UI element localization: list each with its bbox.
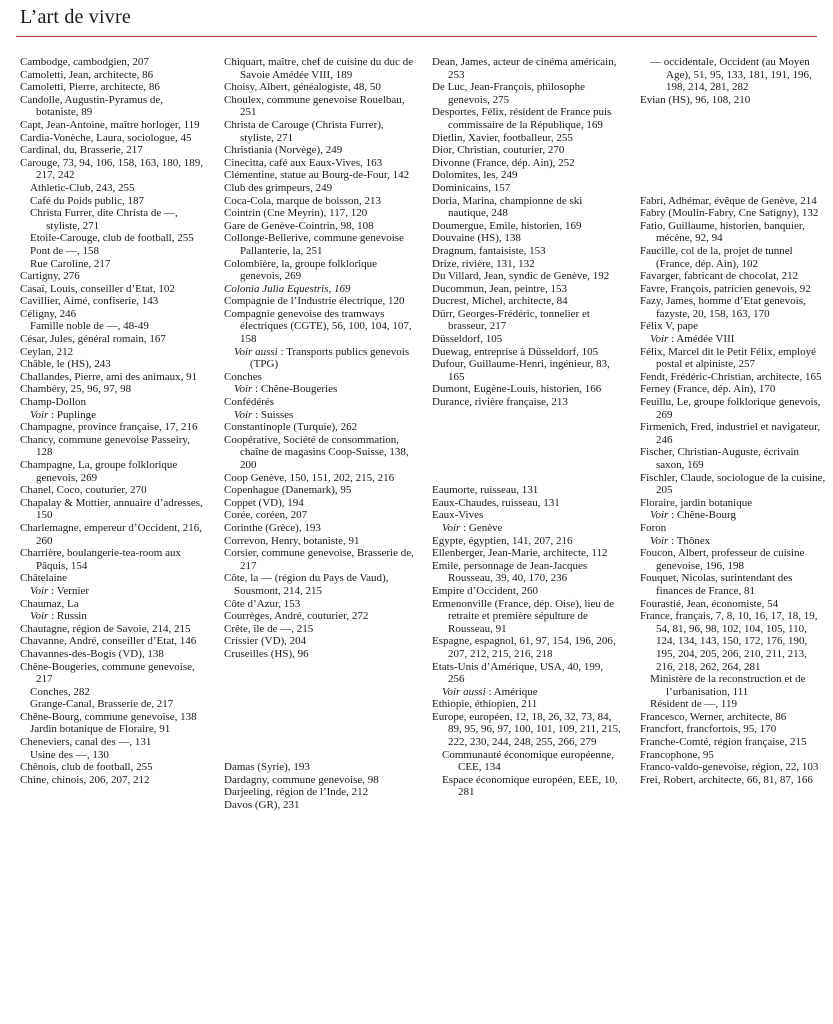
section-gap xyxy=(224,698,414,711)
index-entry: Dean, James, acteur de cinéma américain, 253 xyxy=(432,56,617,81)
index-entry: Copenhague (Danemark), 95 xyxy=(224,484,352,497)
index-entry: Camoletti, Pierre, architecte, 86 xyxy=(20,81,160,94)
index-entry: France, français, 7, 8, 10, 16, 17, 18, 19, 54, 81, 96, 98, 102, 104, 105, 110, 124, 134, 143, 150, 172, 176, 190, 195, 204, 205, 206, 210, 211, 213, 216, 218, 262, 264, 281 xyxy=(640,610,818,673)
index-entry: Frei, Robert, architecte, 66, 81, 87, 166 xyxy=(640,773,813,786)
index-entry: Franche-Comté, région française, 215 xyxy=(640,736,807,749)
index-entry: Chanel, Coco, couturier, 270 xyxy=(20,484,147,497)
section-gap xyxy=(432,446,622,459)
index-entry: Colombière, la, groupe folklorique genevois, 269 xyxy=(224,257,378,283)
index-subentry: Voir aussi : Transports publics genevois (TPG) xyxy=(234,345,410,371)
index-entry: Colonia Julia Equestris, 169 xyxy=(224,282,351,295)
index-entry: Confédérés xyxy=(224,396,275,409)
index-subentry: Etoile-Carouge, club de football, 255 xyxy=(30,232,194,245)
index-entry: Ducrest, Michel, architecte, 84 xyxy=(432,295,568,308)
index-entry: Fazy, James, homme d’Etat genevois, fazyste, 20, 158, 163, 170 xyxy=(640,295,806,320)
index-entry: Clémentine, statue au Bourg-de-Four, 142 xyxy=(224,169,410,182)
section-gap xyxy=(640,144,828,157)
index-column-1 xyxy=(20,56,208,786)
index-entry: Gare de Genève-Cointrin, 98, 108 xyxy=(224,219,374,232)
index-entry: Dragnum, fantaisiste, 153 xyxy=(432,244,546,257)
running-header: L’art de vivre xyxy=(20,6,131,28)
index-column-2 xyxy=(224,56,414,812)
index-subentry: Voir : Vernier xyxy=(30,584,90,597)
index-entry: Félix, Marcel dit le Petit Félix, employé postal et alpiniste, 257 xyxy=(640,345,816,371)
index-entry: Emile, personnage de Jean-Jacques Rousseau, 39, 40, 170, 236 xyxy=(432,559,588,585)
section-gap xyxy=(640,119,828,132)
section-gap xyxy=(640,106,828,119)
index-entry: Durance, rivière française, 213 xyxy=(432,396,568,409)
index-entry: Chambéry, 25, 96, 97, 98 xyxy=(20,383,132,396)
index-entry: Favre, François, patricien genevois, 92 xyxy=(640,282,811,295)
index-subentry: Rue Caroline, 217 xyxy=(30,257,111,270)
index-subentry: Athletic-Club, 243, 255 xyxy=(30,181,135,194)
index-entry: Club des grimpeurs, 249 xyxy=(224,181,333,194)
index-entry: Cartigny, 276 xyxy=(20,270,80,283)
index-entry: Camoletti, Jean, architecte, 86 xyxy=(20,68,154,81)
index-subentry: Voir : Chêne-Bourg xyxy=(650,509,736,522)
index-entry: Chiquart, maître, chef de cuisine du duc de Savoie Amédée VIII, 189 xyxy=(224,56,414,81)
index-entry: Dominicains, 157 xyxy=(432,181,511,194)
index-entry: Dolomites, les, 249 xyxy=(432,169,518,182)
index-entry: Faucille, col de la, projet de tunnel (France, dép. Ain), 102 xyxy=(640,244,793,270)
index-entry: Champagne, province française, 17, 216 xyxy=(20,421,198,434)
index-entry: Douvaine (HS), 138 xyxy=(432,232,521,245)
index-entry: Champagne, La, groupe folklorique genevois, 269 xyxy=(20,459,178,484)
index-entry: Cardinal, du, Brasserie, 217 xyxy=(20,144,143,157)
index-entry: Coop Genève, 150, 151, 202, 215, 216 xyxy=(224,471,395,484)
index-entry: Courrèges, André, couturier, 272 xyxy=(224,610,369,623)
index-entry: Constantinople (Turquie), 262 xyxy=(224,421,358,434)
index-subentry: Jardin botanique de Floraire, 91 xyxy=(30,723,171,736)
index-entry: Europe, européen, 12, 18, 26, 32, 73, 84, 89, 95, 96, 97, 100, 101, 109, 211, 215, 222, 230, 244, 248, 255, 266, 279 xyxy=(432,710,621,749)
section-gap xyxy=(640,182,828,195)
index-entry: Eaumorte, ruisseau, 131 xyxy=(432,484,539,497)
section-gap xyxy=(640,169,828,182)
index-entry: Céligny, 246 xyxy=(20,307,77,320)
index-entry: Correvon, Henry, botaniste, 91 xyxy=(224,534,360,547)
index-entry: Dürr, Georges-Frédéric, tonnelier et brasseur, 217 xyxy=(432,307,590,333)
index-entry: Foron xyxy=(640,521,667,534)
index-entry: Fatio, Guillaume, historien, banquier, mécène, 92, 94 xyxy=(640,219,805,245)
index-entry: Christiania (Norvège), 249 xyxy=(224,144,343,157)
section-gap xyxy=(432,409,622,422)
index-entry: Compagnie de l’Industrie électrique, 120 xyxy=(224,295,405,308)
index-subentry: Usine des —, 130 xyxy=(30,748,109,761)
index-entry: Düsseldorf, 105 xyxy=(432,333,503,346)
index-entry: Doumergue, Emile, historien, 169 xyxy=(432,219,582,232)
section-gap xyxy=(224,723,414,736)
index-entry: Chêne-Bourg, commune genevoise, 138 xyxy=(20,710,197,723)
index-entry: Coppet (VD), 194 xyxy=(224,496,304,509)
index-entry: Ermenonville (France, dép. Oise), lieu de retraite et première sépulture de Rousseau, 91 xyxy=(432,597,615,635)
index-entry: Choisy, Albert, généalogiste, 48, 50 xyxy=(224,81,381,94)
index-entry: Francesco, Werner, architecte, 86 xyxy=(640,710,787,723)
index-entry: Foucon, Albert, professeur de cuisine genevoise, 196, 198 xyxy=(640,547,805,572)
index-entry: Coca-Cola, marque de boisson, 213 xyxy=(224,194,382,207)
index-entry: Compagnie genevoise des tramways électriques (CGTE), 56, 100, 104, 107, 158 xyxy=(224,307,412,346)
index-entry: Feuillu, Le, groupe folklorique genevois, 269 xyxy=(640,396,821,421)
section-gap xyxy=(432,421,622,434)
index-entry: Duewag, entreprise à Düsseldorf, 105 xyxy=(432,345,599,358)
index-entry: Casaï, Louis, conseiller d’Etat, 102 xyxy=(20,282,175,295)
index-subentry: Christa Furrer, dite Christa de —, styliste, 271 xyxy=(30,207,178,232)
index-entry: Capt, Jean-Antoine, maître horloger, 119 xyxy=(20,118,200,131)
index-entry: Ellenberger, Jean-Marie, architecte, 112 xyxy=(432,547,608,560)
index-entry: Fabri, Adhémar, évêque de Genève, 214 xyxy=(640,194,817,207)
index-entry: Egypte, égyptien, 141, 207, 216 xyxy=(432,534,573,547)
section-gap xyxy=(224,736,414,749)
index-entry: Francfort, francfortois, 95, 170 xyxy=(640,723,777,736)
index-entry: Côte, la — (région du Pays de Vaud), xyxy=(224,572,389,585)
index-entry: Chine, chinois, 206, 207, 212 xyxy=(20,773,150,786)
index-entry: Fendt, Frédéric-Christian, architecte, 165 xyxy=(640,370,822,383)
index-entry: Cardia-Vonèche, Laura, sociologue, 45 xyxy=(20,131,192,144)
index-subentry: Voir : Suisses xyxy=(234,408,294,421)
index-entry: Chênois, club de football, 255 xyxy=(20,761,153,774)
index-entry: Corinthe (Grèce), 193 xyxy=(224,521,321,534)
index-entry: Félix V, pape xyxy=(640,320,698,333)
index-entry: Dardagny, commune genevoise, 98 xyxy=(224,773,379,786)
index-entry: Davos (GR), 231 xyxy=(224,799,300,812)
index-entry: Cointrin (Cne Meyrin), 117, 120 xyxy=(224,207,368,220)
index-entry: Chapalay & Mottier, annuaire d’adresses, 150 xyxy=(20,496,203,522)
index-entry: Choulex, commune genevoise Rouelbau, 251 xyxy=(224,93,405,119)
index-entry: Francophone, 95 xyxy=(640,748,714,761)
section-gap xyxy=(224,673,414,686)
index-entry: Divonne (France, dép. Ain), 252 xyxy=(432,156,575,169)
index-entry: Dumont, Eugène-Louis, historien, 166 xyxy=(432,383,602,396)
index-entry: Cruseilles (HS), 96 xyxy=(224,647,309,660)
index-entry: Espagne, espagnol, 61, 97, 154, 196, 206, 207, 212, 215, 216, 218 xyxy=(432,635,616,660)
index-subentry: Sousmont, 214, 215 xyxy=(234,584,323,597)
index-entry: Charrière, boulangerie-tea-room aux Pâquis, 154 xyxy=(20,547,181,572)
index-subentry: Voir : Genève xyxy=(442,521,503,534)
index-subentry: Famille noble de —, 48-49 xyxy=(30,320,149,333)
index-subentry: Pont de —, 158 xyxy=(30,244,100,257)
section-gap xyxy=(224,711,414,724)
index-entry: Crissier (VD), 204 xyxy=(224,635,307,648)
index-entry: Cavillier, Aimé, confiserie, 143 xyxy=(20,295,159,308)
section-gap xyxy=(640,157,828,170)
index-subentry: Conches, 282 xyxy=(30,685,90,698)
index-entry: Drize, rivière, 131, 132 xyxy=(432,257,535,270)
index-column-4 xyxy=(640,56,828,786)
section-gap xyxy=(432,459,622,472)
index-entry: Fabry (Moulin-Fabry, Cne Satigny), 132 xyxy=(640,207,819,220)
index-subentry: Résident de —, 119 xyxy=(650,698,737,711)
index-entry: Floraire, jardin botanique xyxy=(640,496,753,509)
index-subentry: Ministère de la reconstruction et de l’urbanisation, 111 xyxy=(650,673,806,698)
index-entry: Favarger, fabricant de chocolat, 212 xyxy=(640,270,799,283)
index-entry: Ferney (France, dép. Ain), 170 xyxy=(640,383,776,396)
index-entry: Côte d’Azur, 153 xyxy=(224,597,301,610)
index-entry: Franco-valdo-genevoise, région, 22, 103 xyxy=(640,761,819,774)
index-entry: Dufour, Guillaume-Henri, ingénieur, 83, 165 xyxy=(432,358,610,383)
index-entry: Desportes, Félix, résident de France puis commissaire de la République, 169 xyxy=(432,106,612,131)
index-entry: Etats-Unis d’Amérique, USA, 40, 199, 256 xyxy=(432,660,604,686)
section-gap xyxy=(224,749,414,762)
index-entry: Eaux-Chaudes, ruisseau, 131 xyxy=(432,496,560,509)
index-entry: Châble, le (HS), 243 xyxy=(20,358,111,371)
index-subentry: Café du Poids public, 187 xyxy=(30,194,144,207)
index-subentry: Voir : Amédée VIII xyxy=(650,333,735,346)
index-subentry: Espace économique européen, EEE, 10, 281 xyxy=(442,773,618,799)
index-entry: Chancy, commune genevoise Passeiry, 128 xyxy=(20,433,190,459)
index-entry: Fischler, Claude, sociologue de la cuisine, 205 xyxy=(640,471,826,497)
index-entry: Empire d’Occident, 260 xyxy=(432,584,538,597)
index-entry: Challandes, Pierre, ami des animaux, 91 xyxy=(20,370,198,383)
index-subentry: Voir : Thônex xyxy=(650,534,711,547)
index-entry: Fouquet, Nicolas, surintendant des finances de France, 81 xyxy=(640,572,793,597)
index-entry: Ethiopie, éthiopien, 211 xyxy=(432,698,538,711)
index-subentry: — occidentale, Occident (au Moyen Age), 51, 95, 133, 181, 191, 196, 198, 214, 281, 282 xyxy=(650,56,812,94)
header-rule xyxy=(16,36,817,37)
index-entry: Cheneviers, canal des —, 131 xyxy=(20,736,152,749)
index-entry: Chaumaz, La xyxy=(20,597,79,610)
section-gap xyxy=(432,472,622,485)
index-subentry: Voir aussi : Amérique xyxy=(442,685,538,698)
index-entry: Charlemagne, empereur d’Occident, 216, 260 xyxy=(20,521,203,547)
index-entry: Champ-Dollon xyxy=(20,396,86,409)
index-entry: Corée, coréen, 207 xyxy=(224,509,308,522)
index-entry: Corsier, commune genevoise, Brasserie de, 217 xyxy=(224,547,414,572)
index-entry: Dior, Christian, couturier, 270 xyxy=(432,144,565,157)
index-entry: Eaux-Vives xyxy=(432,509,484,522)
index-entry: Chautagne, région de Savoie, 214, 215 xyxy=(20,622,191,635)
index-entry: Firmenich, Fred, industriel et navigateur, 246 xyxy=(640,421,821,446)
section-gap xyxy=(224,686,414,699)
index-subentry: Grange-Canal, Brasserie de, 217 xyxy=(30,698,174,711)
index-subentry: Voir : Puplinge xyxy=(30,408,97,421)
index-entry: Fourastié, Jean, économiste, 54 xyxy=(640,597,779,610)
index-subentry: Communauté économique européenne, CEE, 134 xyxy=(442,748,614,774)
index-entry: Candolle, Augustin-Pyramus de, botaniste, 89 xyxy=(20,93,163,119)
index-entry: Doria, Marina, championne de ski nautique, 248 xyxy=(432,194,583,220)
index-entry: Collonge-Bellerive, commune genevoise Pallanterie, la, 251 xyxy=(224,232,404,257)
index-entry: Du Villard, Jean, syndic de Genève, 192 xyxy=(432,270,610,283)
section-gap xyxy=(432,434,622,447)
index-entry: Chavannes-des-Bogis (VD), 138 xyxy=(20,647,164,660)
section-gap xyxy=(640,132,828,145)
index-entry: Fischer, Christian-Auguste, écrivain saxon, 169 xyxy=(640,446,800,471)
section-gap xyxy=(224,661,414,674)
index-entry: Ducommun, Jean, peintre, 153 xyxy=(432,282,568,295)
index-entry: De Luc, Jean-François, philosophe genevois, 275 xyxy=(432,81,586,106)
index-entry: Cambodge, cambodgien, 207 xyxy=(20,56,149,68)
index-entry: Ceylan, 212 xyxy=(20,345,74,358)
index-entry: Damas (Syrie), 193 xyxy=(224,761,310,774)
index-entry: Chêne-Bougeries, commune genevoise, 217 xyxy=(20,660,195,686)
index-entry: Chavanne, André, conseiller d’Etat, 146 xyxy=(20,635,197,648)
index-entry: Darjeeling, région de l’Inde, 212 xyxy=(224,786,369,799)
index-entry: Châtelaine xyxy=(20,572,68,585)
index-subentry: Voir : Chêne-Bougeries xyxy=(234,383,338,396)
index-entry: Crête, île de —, 215 xyxy=(224,622,314,635)
index-entry: Carouge, 73, 94, 106, 158, 163, 180, 189, 217, 242 xyxy=(20,156,204,182)
index-column-3 xyxy=(432,56,622,799)
index-entry: Dietlin, Xavier, footballeur, 255 xyxy=(432,131,573,144)
index-entry: Evian (HS), 96, 108, 210 xyxy=(640,93,751,106)
index-entry: Cinecitta, café aux Eaux-Vives, 163 xyxy=(224,156,383,169)
index-entry: César, Jules, général romain, 167 xyxy=(20,333,166,346)
index-subentry: Voir : Russin xyxy=(30,610,87,623)
index-entry: Conches xyxy=(224,370,262,383)
index-entry: Coopérative, Société de consommation, chaîne de magasins Coop-Suisse, 138, 200 xyxy=(224,433,409,471)
index-entry: Christa de Carouge (Christa Furrer), styliste, 271 xyxy=(224,118,384,144)
